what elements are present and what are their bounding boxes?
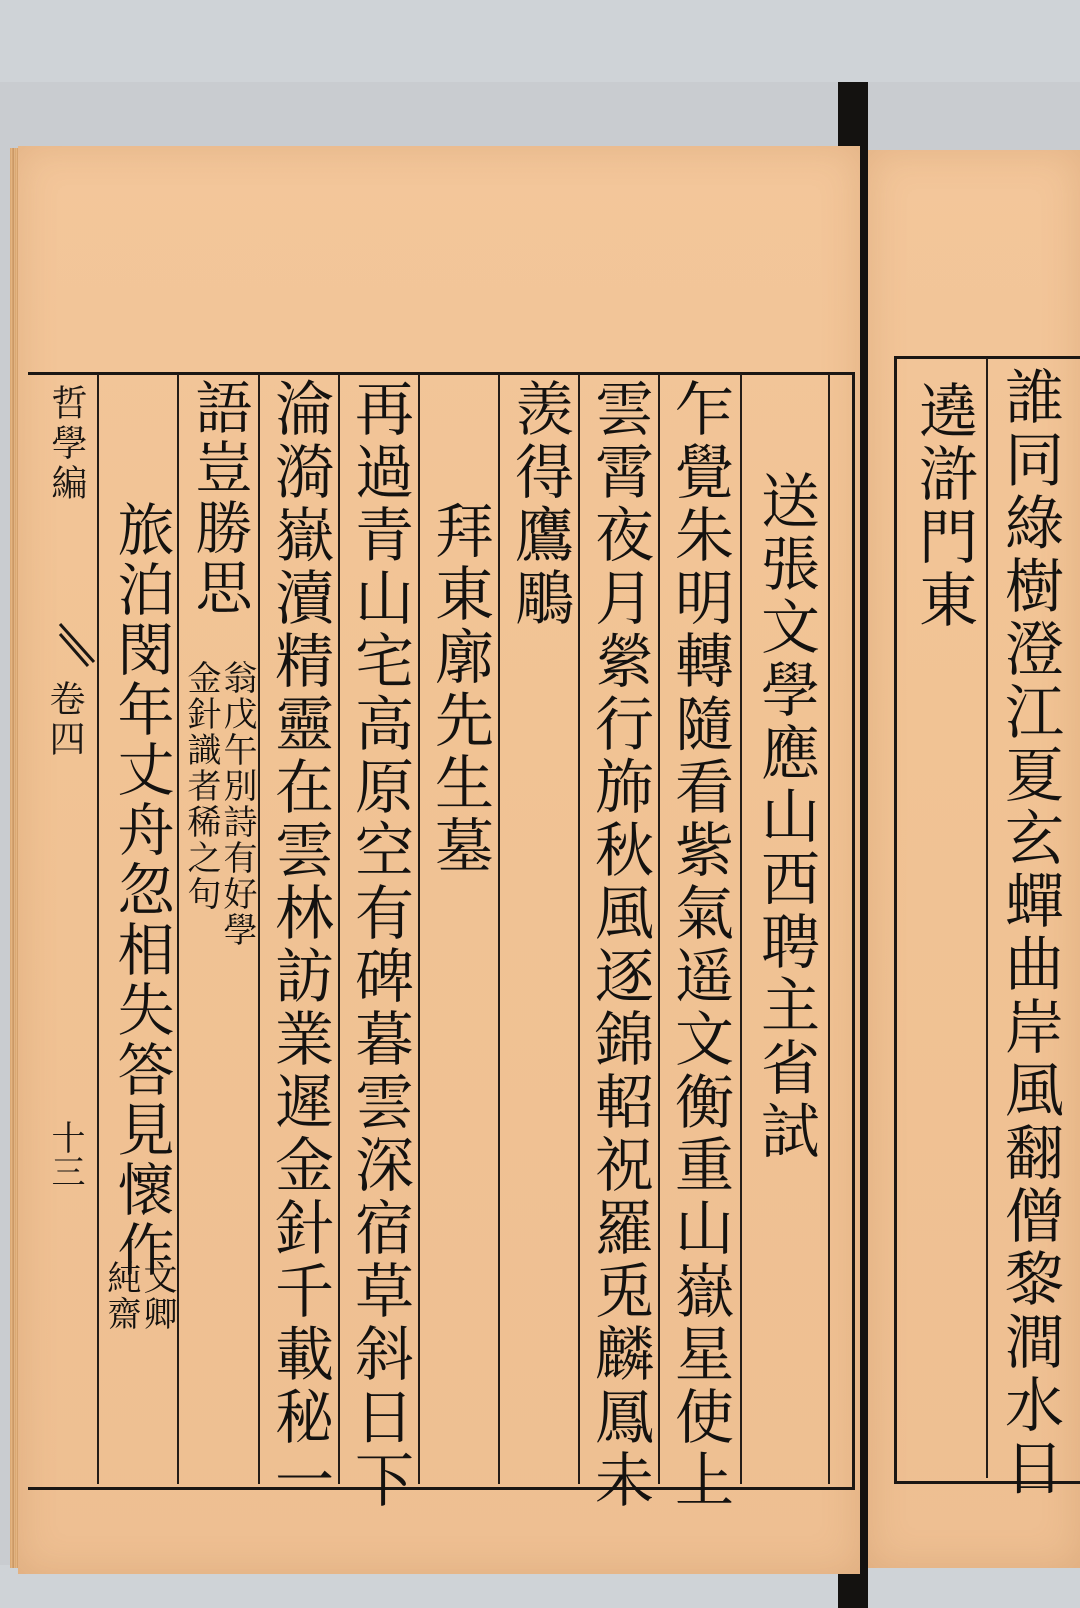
text-column-8-note-right: 翁戊午別詩有好學 — [217, 660, 257, 948]
right-text-column-2: 遶滸門東 — [909, 380, 978, 632]
column-rule — [658, 374, 660, 1484]
column-rule — [578, 374, 580, 1484]
text-column-8-note-left: 金針識者稀之句 — [181, 660, 221, 912]
right-text-column-1: 誰同綠樹澄江夏玄蟬曲岸風翻僧黎澗水日 — [995, 366, 1064, 1500]
column-rule — [418, 374, 420, 1484]
column-rule — [498, 374, 500, 1484]
text-column-9-note-right: 文卿 — [137, 1260, 177, 1332]
text-column-6: 再過青山宅高原空有碑暮雲深宿草斜日下 — [345, 378, 414, 1512]
column-rule — [258, 374, 260, 1484]
text-column-7: 淪漪嶽瀆精靈在雲林訪業遲金針千載秘一 — [265, 378, 334, 1512]
scanner-background-top — [0, 0, 1080, 82]
margin-page-number: 十三 — [45, 1120, 85, 1188]
column-rule — [828, 374, 830, 1484]
column-rule — [986, 358, 988, 1478]
text-column-2: 乍覺朱明轉隨看紫氣遥文衡重山嶽星使上 — [665, 378, 734, 1512]
margin-book-title: 哲學編 — [46, 384, 87, 504]
text-column-8-main: 語豈勝思 — [186, 378, 252, 618]
text-column-1: 送張文學應山西聘主省試 — [751, 470, 820, 1163]
fish-tail-mark-icon — [58, 620, 96, 670]
margin-volume: 卷四 — [44, 680, 85, 760]
text-column-4: 羡得鷹鵰 — [505, 378, 574, 630]
column-rule — [740, 374, 742, 1484]
text-column-3: 雲霄夜月縈行斾秋風逐錦軺祝羅兎麟鳳未 — [585, 378, 654, 1512]
column-rule — [97, 374, 99, 1484]
text-column-9-note-left: 純齋 — [101, 1260, 141, 1332]
text-column-9-main: 旅泊閔年丈舟忽相失答見懷作 — [108, 500, 174, 1280]
column-rule — [338, 374, 340, 1484]
text-column-5: 拜東廓先生墓 — [425, 500, 494, 878]
column-rule — [177, 374, 179, 1484]
